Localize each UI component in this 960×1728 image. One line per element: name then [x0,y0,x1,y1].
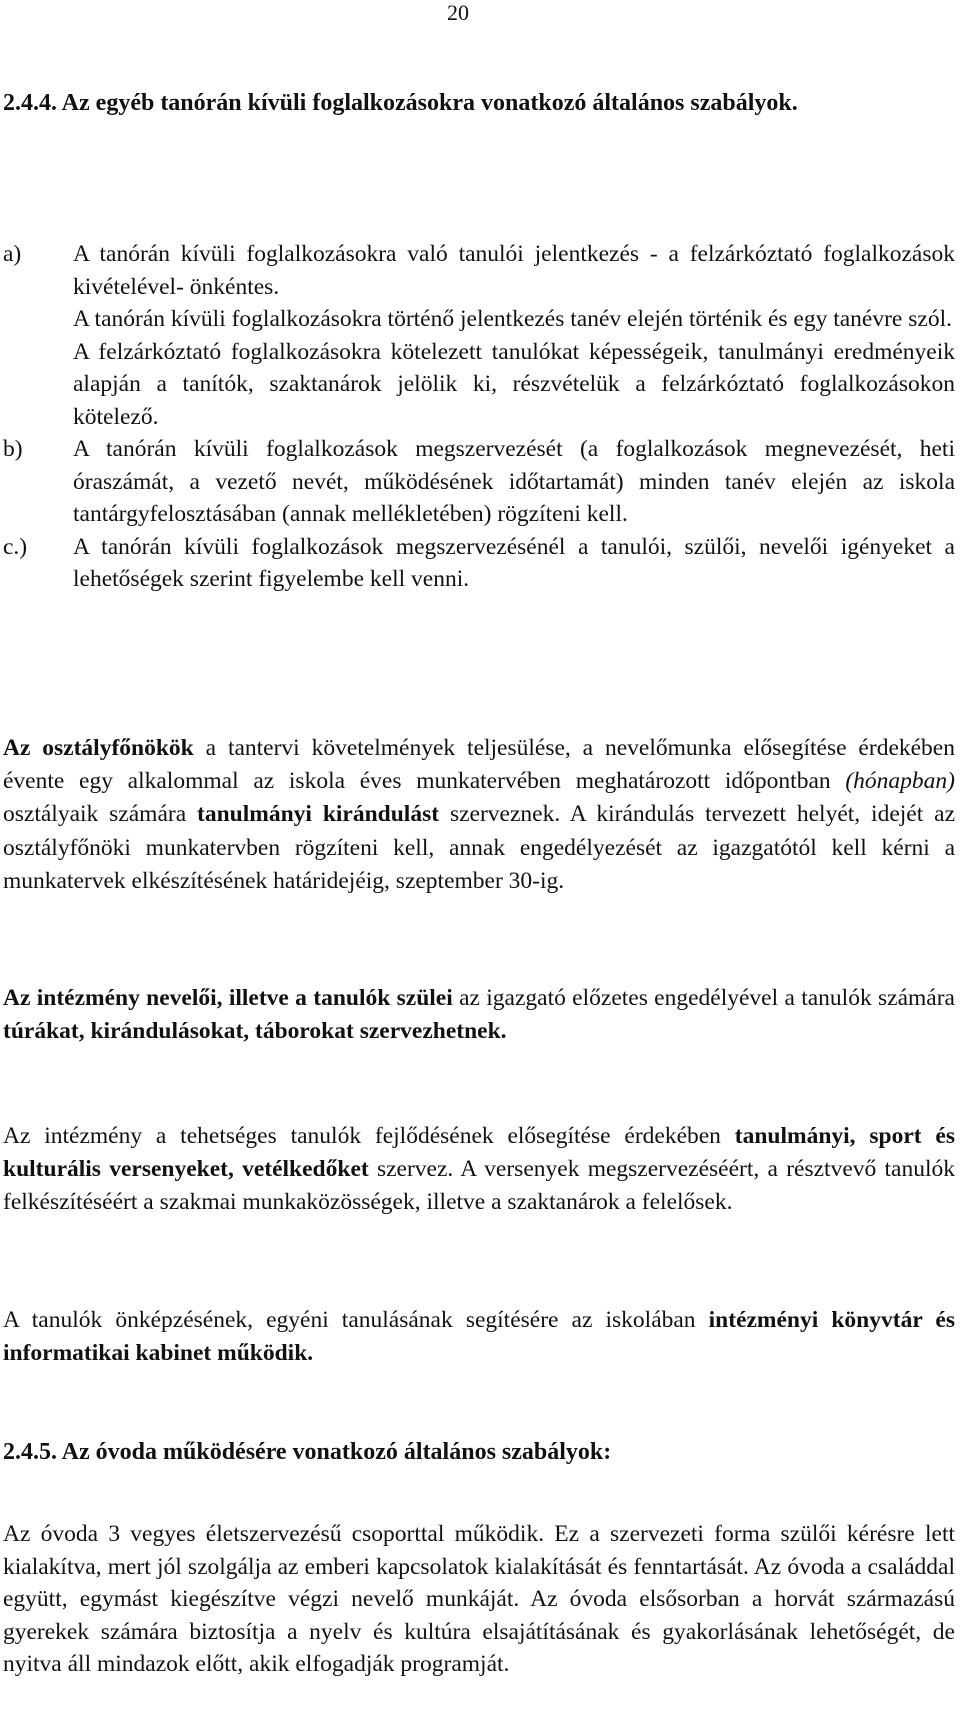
rules-list [3,238,955,596]
list-paragraph: A tanórán kívüli foglalkozások megszervezésénél a tanulói, szülői, nevelői igényeket a lehetőségek szerint figyelembe kell venni. [73,533,955,592]
bold-term: túrákat, kirándulásokat, táborokat szervezhetnek. [3,1018,507,1045]
page-number: 20 [447,0,469,25]
paragraph-text: Az intézmény a tehetséges tanulók fejlődésének elősegítése érdekében [3,1123,735,1149]
paragraph-text: a tantervi követelmények teljesülése, a nevelőmunka elősegítése érdekében évente egy alkalommal az iskola éves munkatervében meghatározott időpontban [3,735,955,795]
paragraph-tours [3,982,955,1048]
list-marker: b) [3,436,23,462]
paragraph-text: szerveznek. A kirándulás tervezett helyét, idejét az osztályfőnöki munkatervben rögzíteni kell, annak engedélyezését az igazgatótól kell kérni a munkatervek elkészítésének határidejéig, szeptember 30-ig. [3,801,955,894]
bold-term: Az intézmény nevelői, illetve a tanulók szülei [3,985,453,1011]
paragraph-library [3,1304,955,1370]
bold-term: intézményi könyvtár és informatikai kabinet működik. [3,1307,955,1367]
paragraph-text: szervez. A versenyek megszervezéséért, a résztvevő tanulók felkészítéséért a szakmai munkaközösségek, illetve a szaktanárok a felelősek. [3,1156,955,1216]
list-paragraph: A tanórán kívüli foglalkozásokra való tanulói jelentkezés - a felzárkóztató foglalkozások kivételével- önkéntes. [73,241,955,300]
list-item-a [3,238,955,433]
bold-term: tanulmányi, sport és kulturális versenyeket, vetélkedőket [3,1123,956,1183]
list-marker: a) [3,241,22,267]
section-heading-2-4-5: 2.4.5. Az óvoda működésére vonatkozó általános szabályok: [3,1439,612,1465]
italic-term: (hónapban) [845,768,955,795]
bold-term: Az osztályfőnökök [3,735,194,761]
list-paragraph: A tanórán kívüli foglalkozások megszervezését (a foglalkozások megnevezését, heti óraszámát, a vezető nevét, működésének időtartamát) minden tanév elején az iskola tantárgyfelosztásában (annak mellékletében) rögzíteni kell. [73,436,955,527]
list-paragraph: A tanórán kívüli foglalkozásokra történő jelentkezés tanév elején történik és egy tanévre szól. [73,306,952,332]
paragraph-text: A tanulók önképzésének, egyéni tanulásának segítésére az iskolában [3,1307,709,1333]
list-item-b [3,433,955,531]
paragraph-class-trips [3,732,955,898]
bold-term: tanulmányi kirándulást [197,801,440,828]
paragraph-competitions [3,1120,955,1220]
paragraph-text: osztályaik számára [3,801,198,828]
section-heading-2-4-4: 2.4.4. Az egyéb tanórán kívüli foglalkozásokra vonatkozó általános szabályok. [3,90,798,116]
list-paragraph: A felzárkóztató foglalkozásokra kötelezett tanulókat képességeik, tanulmányi eredményeik alapján a tanítók, szaktanárok jelölik ki, részvételük a felzárkóztató foglalkozásokon kötelező. [73,338,955,430]
list-marker: c.) [3,533,28,560]
paragraph-text: az igazgató előzetes engedélyével a tanulók számára [452,985,955,1011]
paragraph-kindergarten: Az óvoda 3 vegyes életszervezésű csoporttal működik. Ez a szervezeti forma szülői kérésre lett kialakítva, mert jól szolgálja az emberi kapcsolatok kialakítását és fenntartását. Az óvoda a családdal együtt, egymást kiegészítve végzi nevelő munkáját. Az óvoda elsősorban a horvát származású gyerekek számára biztosítja a nyelv és kultúra elsajátításának és gyakorlásának lehetőségét, de nyitva áll mindazok előtt, akik elfogadják programját. [3,1521,955,1678]
list-item-c [3,531,955,596]
